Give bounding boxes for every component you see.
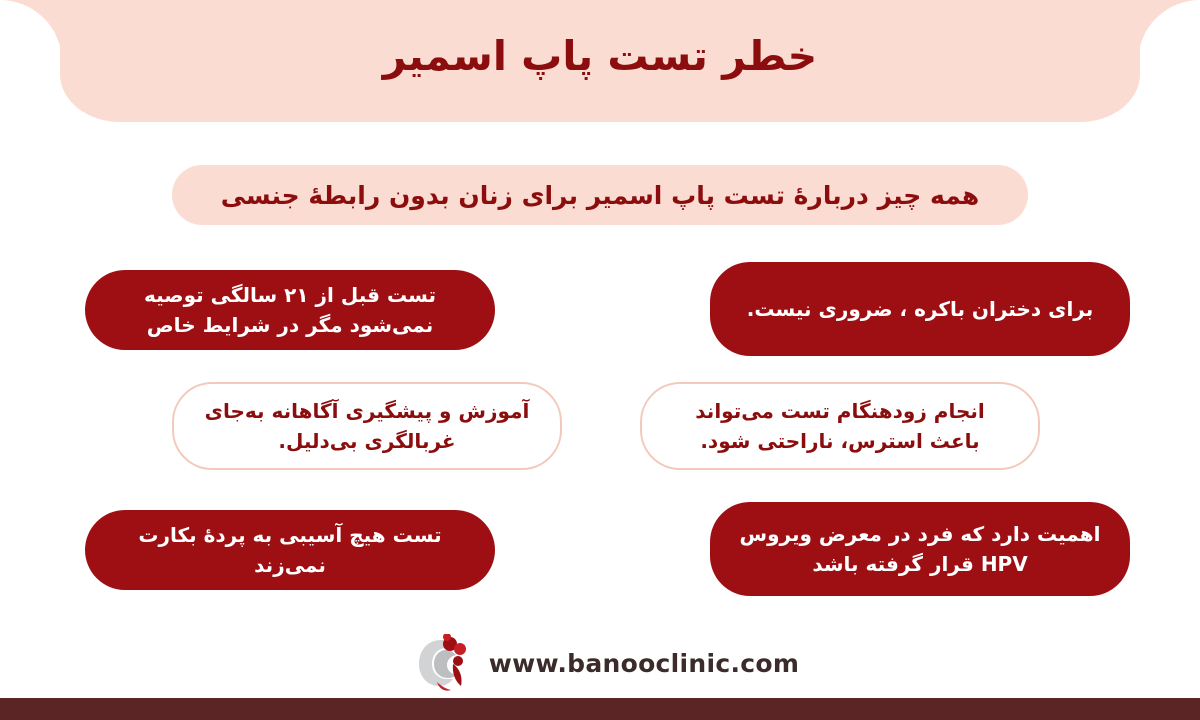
woman-face-flower-logo <box>401 634 475 692</box>
card-education-prevention: آموزش و پیشگیری آگاهانه به‌جای غربالگری بی‌دلیل. <box>172 382 562 470</box>
card-early-test-stress: انجام زودهنگام تست می‌تواند باعث استرس، ناراحتی شود. <box>640 382 1040 470</box>
subtitle-pill: همه چیز دربارهٔ تست پاپ اسمیر برای زنان بدون رابطهٔ جنسی <box>172 165 1028 225</box>
card-no-need-for-virgins: برای دختران باکره ، ضروری نیست. <box>710 262 1130 356</box>
footer-bar <box>0 698 1200 720</box>
website-url[interactable]: www.banooclinic.com <box>488 648 800 678</box>
page-title: خطر تست پاپ اسمیر <box>382 32 818 80</box>
card-hpv-exposure: اهمیت دارد که فرد در معرض ویروس HPV قرار گرفته باشد <box>710 502 1130 596</box>
cards-grid <box>0 262 1200 602</box>
footer <box>0 632 1200 694</box>
card-not-before-21: تست قبل از ۲۱ سالگی توصیه نمی‌شود مگر در شرایط خاص <box>85 270 495 350</box>
card-no-hymen-damage: تست هیچ آسیبی به پردهٔ بکارت نمی‌زند <box>85 510 495 590</box>
header-band <box>0 0 1200 122</box>
